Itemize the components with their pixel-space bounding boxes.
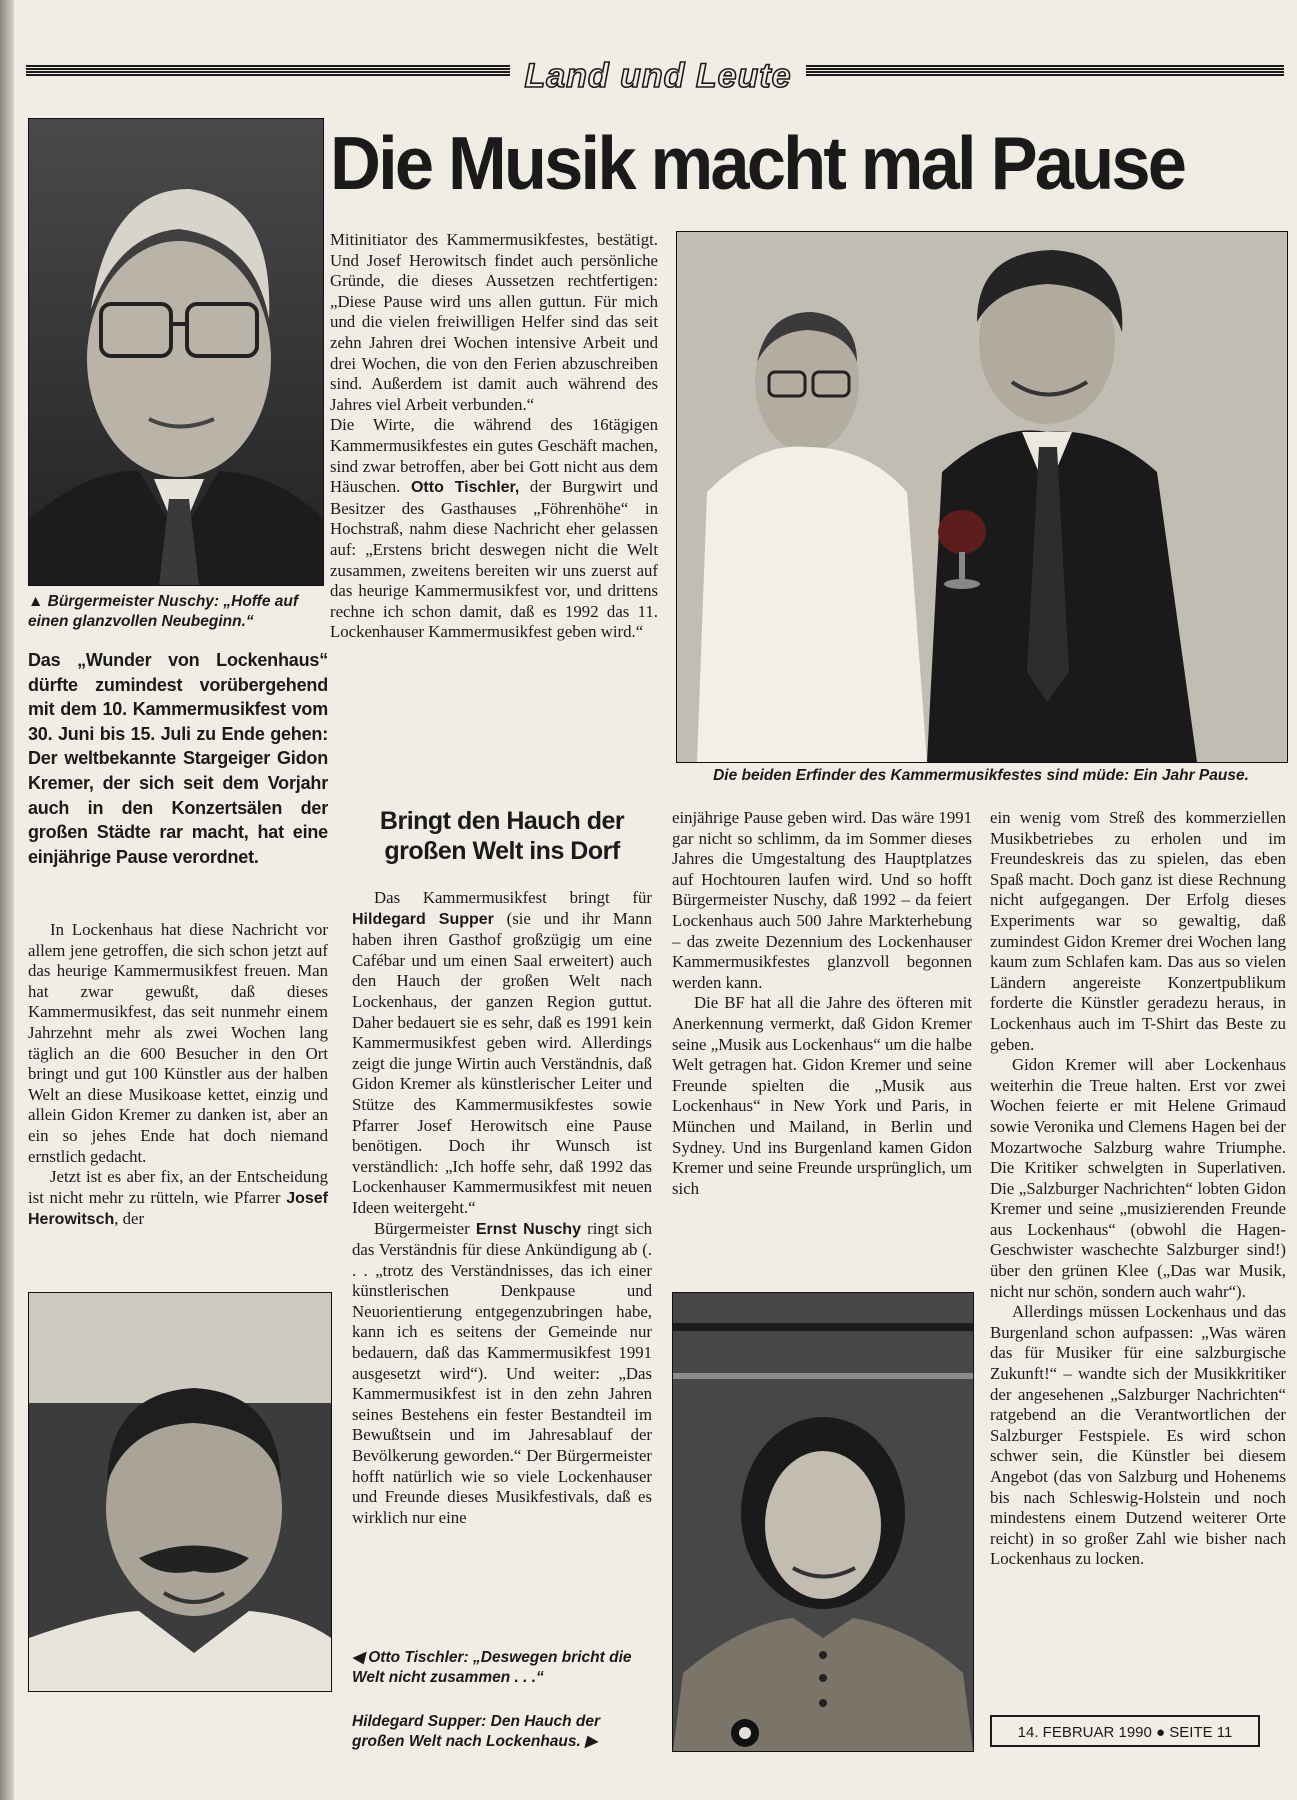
- col4-paragraph-3: Allerdings müssen Lockenhaus und das Burgenland schon aufpassen: „Was wären das für Musiker für eine salzburgische Zukunft!“ – wandte sich der Musikkritiker der angesehenen „Salzburger Nachrichten“ ratgebend an die Verantwortlichen der Salzburger Festspiele. Es wird schon schwer sein, die Künstler bei diesem Angebot (das von Salzburg und Hohenems bis nach Schleswig-Holstein und noch mindestens einem Dutzend weiterer Orte reicht) in so großer Zahl wie bisher nach Lockenhaus zu locken.: [990, 1302, 1286, 1569]
- col2-p2-name: Otto Tischler,: [410, 479, 520, 497]
- column-4: [990, 808, 1286, 1570]
- page-footer-date: 14. FEBRUAR 1990 ● SEITE 11: [990, 1715, 1260, 1747]
- col1-p2-text-c: , der: [114, 1209, 145, 1229]
- col2-p3-name: Hildegard Supper: [352, 910, 494, 928]
- col1-paragraph-2: [28, 1167, 328, 1231]
- col3-paragraph-1: einjährige Pause geben wird. Das wäre 1991 gar nicht so schlimm, da im Sommer dieses Jahres die Umgestaltung des Hauptplatzes auf Hochtouren laufen wird. Und so hofft Bürgermeister Nuschy, daß 1992 – da feiert Lockenhaus auch 500 Jahre Markterhebung – das zweite Dezennium des Lockenhauser Kammermusikfestes glanzvoll begonnen werden kann.: [672, 808, 972, 992]
- caption-erfinder: Die beiden Erfinder des Kammermusikfestes sind müde: Ein Jahr Pause.: [713, 767, 1249, 784]
- photo-festival-founders-image: [677, 232, 1287, 762]
- subheadline: Bringt den Hauch der großen Welt ins Dorf: [379, 807, 625, 865]
- col2-p4-text-a: Bürgermeister: [374, 1218, 476, 1238]
- col2-p3-text-c: (sie und ihr Mann haben ihren Gasthof großzügig um eine Cafébar und um einen Saal erweitert) auch den Hauch der großen Welt nach Lockenhaus, der ganzen Region guttut. Daher bedauert sie es sehr, daß es 1991 kein Kammermusikfest geben wird. Allerdings zeigt die junge Wirtin auch Verständnis, daß Gidon Kremer als künstlerischer Leiter und Stütze des Kammermusikfestes sowie Pfarrer Josef Herowitsch eine Pause benötigen. Doch ihr Wunsch ist verständlich: „Ich hoffe sehr, daß 1992 das Lockenhauser Kammermusikfest mit neuen Ideen weitergeht.“: [352, 908, 652, 1217]
- headline: Die Musik macht mal Pause: [330, 121, 1185, 205]
- photo-two-men: [676, 231, 1288, 763]
- col2-paragraph-2: [330, 415, 658, 643]
- col2-p4-text-c: ringt sich das Verständnis für diese Ankündigung ab (. . . „trotz des Verständnisses, das ich einer künstlerischen Denkpause und Neuorientierung entgegenzubringen habe, kann ich es seitens der Gemeinde nur bedauern, daß das Kammermusikfest 1991 ausgesetzt wird“). Und weiter: „Das Kammermusikfest ist in den zehn Jahren seines Bestehens ein fester Bestandteil im Bewußtsein und im Jahresablauf der Bevölkerung geworden.“ Der Bürgermeister hofft natürlich wie so viele Lockenhauser und Freunde dieses Musikfestivals, daß es wirklich nur eine: [352, 1218, 653, 1527]
- header-rule-right: [806, 65, 1284, 77]
- caption-supper: Hildegard Supper: Den Hauch der großen Welt nach Lockenhaus. ▶: [352, 1713, 601, 1750]
- col1-p2-text-a: Jetzt ist es aber fix, an der Entscheidung ist nicht mehr zu rütteln, wie Pfarrer: [28, 1167, 328, 1207]
- column-2: [330, 230, 658, 643]
- portrait-man-glasses-image: [29, 119, 323, 585]
- caption-tischler: ◀ Otto Tischler: „Deswegen bricht die Welt nicht zusammen . . .“: [352, 1649, 632, 1686]
- portrait-woman-image: [673, 1293, 973, 1751]
- col4-paragraph-1: ein wenig vom Streß des kommerziellen Musikbetriebes zu erholen und im Freundeskreis das zu spielen, das eben Spaß macht. Doch ganz ist diese Rechnung nicht aufgegangen. Der Erfolg dieses Experiments war so gewaltig, daß zumindest Gidon Kremer drei Wochen lang kaum zum Schlafen kam. Das aus so vielen Ländern angereiste Konzertpublikum forderte die Künstler geradezu heraus, in Lockenhaus auch im T-Shirt das Beste zu geben.: [990, 808, 1286, 1054]
- col1-p2-name: Josef Herowitsch: [28, 1189, 328, 1229]
- page-binding-edge: [0, 0, 14, 1800]
- lead-paragraph: Das „Wunder von Lockenhaus“ dürfte zumindest vorübergehend mit dem 10. Kammermusikfest vom 30. Juni bis 15. Juli zu Ende gehen: Der weltbekannte Stargeiger Gidon Kremer, der sich seit dem Vorjahr auch in den Konzertsälen der großen Städte rar macht, hat eine einjährige Pause verordnet.: [28, 650, 328, 867]
- column-3: [672, 808, 972, 1199]
- photo-nuschy: [28, 118, 324, 586]
- column-1: [28, 920, 328, 1231]
- col2-p2-text-a: Die Wirte, die während des 16tägigen Kammermusikfestes ein gutes Geschäft machen, sind zwar betroffen, aber bei Gott nicht aus dem Häuschen.: [330, 415, 658, 497]
- portrait-man-moustache-image: [29, 1293, 331, 1691]
- caption-nuschy: ▲ Bürgermeister Nuschy: „Hoffe auf einen glanzvollen Neubeginn.“: [28, 593, 299, 630]
- col2-p4-name: Ernst Nuschy: [475, 1220, 581, 1238]
- section-label: Land und Leute: [524, 57, 792, 95]
- col1-paragraph-1: In Lockenhaus hat diese Nachricht vor allem jene getroffen, die sich schon jetzt auf das heurige Kammermusikfest freuen. Man hat zwar gewußt, daß dieses Kammermusikfest, das seit nunmehr einem Jahrzehnt mehr als zwei Wochen lang täglich an die 600 Besucher in den Ort bringt und gut 100 Künstler aus der halben Welt an diese Musikoase kettet, einzig und allein Gidon Kremer zu danken ist, aber an ein so jehes Ende hat doch niemand ernstlich gedacht.: [28, 920, 328, 1166]
- header-rule-left: [26, 65, 510, 77]
- photo-tischler: [28, 1292, 332, 1692]
- col4-paragraph-2: Gidon Kremer will aber Lockenhaus weiterhin die Treue halten. Erst vor zwei Wochen feierte er mit Helene Grimaud sowie Veronika und Clemens Hagen bei der Mozartwoche Salzburg wahre Triumphe. Die Kritiker schwelgten in Superlativen. Die „Salzburger Nachrichten“ lobten Gidon Kremer und seine „musizierenden Freunde aus Lockenhaus“ (obwohl die Hagen-Geschwister waschechte Salzburger sind!) über den grünen Klee („Das war Musik, nicht nur schön, sondern auch wahr“).: [990, 1055, 1286, 1301]
- col2-paragraph-3: [352, 888, 652, 1219]
- col2-paragraph-4: [352, 1219, 652, 1529]
- col2-p2-text-c: der Burgwirt und Besitzer des Gasthauses „Föhrenhöhe“ in Hochstraß, nahm diese Nachricht eher gelassen auf: „Erstens bricht deswegen nicht die Welt zusammen, zweitens bereiten wir uns zuerst auf das heurige Kammermusikfest vor, und drittens rechne ich schon damit, daß es 1992 das 11. Lockenhauser Kammermusikfest geben wird.“: [330, 477, 659, 642]
- photo-supper: [672, 1292, 974, 1752]
- col2-paragraph-1: Mitinitiator des Kammermusikfestes, bestätigt. Und Josef Herowitsch findet auch persönliche Gründe, die dieses Aussetzen rechtfertigen: „Diese Pause wird uns allen guttun. Für mich und die vielen freiwilligen Helfer sind das seit zehn Jahren drei Wochen intensive Arbeit und drei Wochen, die von den Ferien abzuschreiben sind. Außerdem ist damit auch während des Jahres viel Arbeit verbunden.“: [330, 230, 658, 414]
- col2-p3-text-a: Das Kammermusikfest bringt für: [374, 888, 652, 907]
- column-2-continued: [352, 888, 652, 1528]
- col3-paragraph-2: Die BF hat all die Jahre des öfteren mit Anerkennung vermerkt, daß Gidon Kremer seine „Musik aus Lockenhaus“ um die halbe Welt getragen hat. Gidon Kremer und seine Freunde spielten die „Musik aus Lockenhaus“ in New York und Paris, in München und Mailand, in Berlin und Sydney. Und ins Burgenland kamen Gidon Kremer und seine Freunde ursprünglich, um sich: [672, 993, 972, 1198]
